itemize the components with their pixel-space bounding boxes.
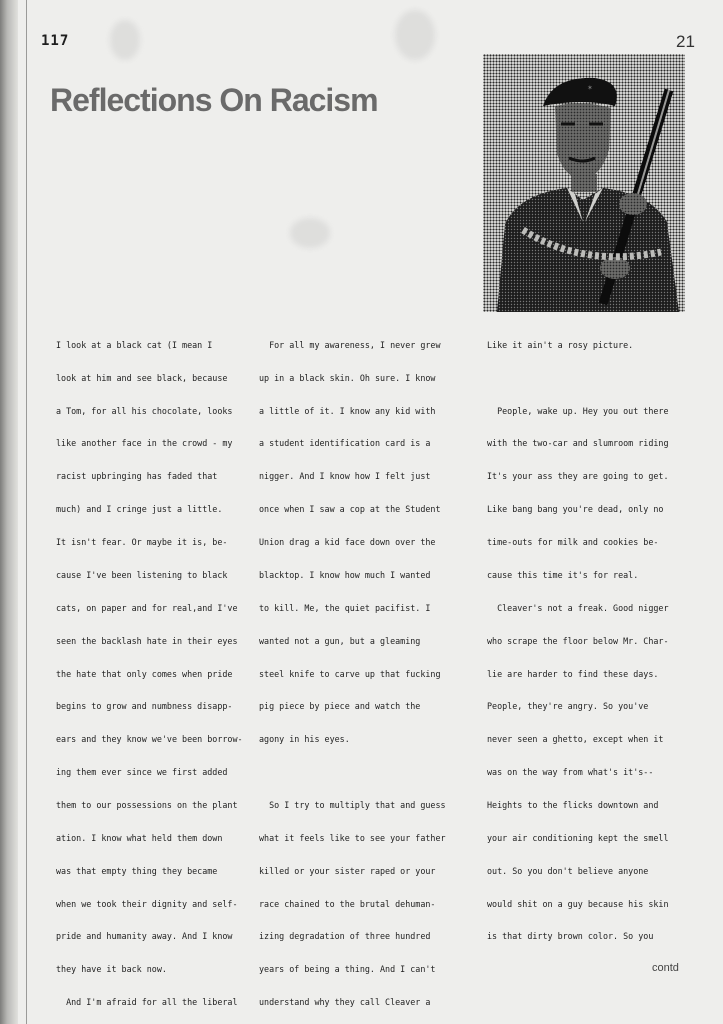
text-line: ing them ever since we first added	[56, 767, 228, 778]
text-line: the hate that only comes when pride	[56, 668, 233, 679]
photo-figure-icon	[483, 54, 685, 312]
text-line: never seen a ghetto, except when it	[487, 734, 664, 745]
text-line: to kill. Me, the quiet pacifist. I	[259, 602, 431, 613]
text-line: once when I saw a cop at the Student	[259, 504, 441, 515]
text-line: cause this time it's for real.	[487, 569, 639, 580]
text-line: a little of it. I know any kid with	[259, 405, 436, 416]
text-line: cause I've been listening to black	[56, 569, 228, 580]
text-line: a Tom, for all his chocolate, looks	[56, 405, 233, 416]
text-line	[487, 373, 701, 384]
smudge	[290, 218, 330, 248]
text-line: with the two-car and slumroom riding	[487, 438, 669, 449]
text-line: cats, on paper and for real,and I've	[56, 602, 238, 613]
text-line: what it feels like to see your father	[259, 832, 446, 843]
text-line: them to our possessions on the plant	[56, 799, 238, 810]
article-column-2	[259, 318, 483, 1008]
text-line: time-outs for milk and cookies be-	[487, 537, 659, 548]
smudge	[395, 10, 435, 60]
text-line: Like it ain't a rosy picture.	[487, 339, 634, 350]
text-line: who scrape the floor below Mr. Char-	[487, 635, 669, 646]
text-line: understand why they call Cleaver a	[259, 997, 431, 1008]
text-line: pride and humanity away. And I know	[56, 931, 233, 942]
text-line: Union drag a kid face down over the	[259, 537, 436, 548]
text-line: years of being a thing. And I can't	[259, 964, 436, 975]
text-line: like another face in the crowd - my	[56, 438, 233, 449]
text-line: I look at a black cat (I mean I	[56, 339, 213, 350]
text-line: out. So you don't believe anyone	[487, 865, 649, 876]
text-line: wanted not a gun, but a gleaming	[259, 635, 421, 646]
text-line: was on the way from what's it's--	[487, 767, 654, 778]
text-line: would shit on a guy because his skin	[487, 898, 669, 909]
text-line: a student identification card is a	[259, 438, 431, 449]
text-line: racist upbringing has faded that	[56, 471, 218, 482]
text-line: your air conditioning kept the smell	[487, 832, 669, 843]
smudge	[110, 20, 140, 60]
continued-label: contd	[652, 962, 679, 974]
text-line: ears and they know we've been borrow-	[56, 734, 243, 745]
page-number-right: 21	[676, 32, 695, 51]
text-line: is that dirty brown color. So you	[487, 931, 654, 942]
text-line: killed or your sister raped or your	[259, 865, 436, 876]
svg-text:✶: ✶	[587, 85, 593, 92]
text-line: much) and I cringe just a little.	[56, 504, 223, 515]
text-line: up in a black skin. Oh sure. I know	[259, 372, 436, 383]
text-line: It's your ass they are going to get.	[487, 471, 669, 482]
text-line: For all my awareness, I never grew	[259, 339, 441, 350]
text-line: look at him and see black, because	[56, 372, 228, 383]
text-line: And I'm afraid for all the liberal	[56, 997, 238, 1008]
text-line: izing degradation of three hundred	[259, 931, 431, 942]
page-binding-shadow	[0, 0, 18, 1024]
text-line: Like bang bang you're dead, only no	[487, 504, 664, 515]
binding-rule	[26, 0, 27, 1024]
text-line: So I try to multiply that and guess	[259, 799, 446, 810]
text-line: blacktop. I know how much I wanted	[259, 569, 431, 580]
text-line: People, wake up. Hey you out there	[487, 405, 669, 416]
text-line: when we took their dignity and self-	[56, 898, 238, 909]
text-line	[259, 767, 483, 778]
text-line: lie are harder to find these days.	[487, 668, 659, 679]
text-line: was that empty thing they became	[56, 865, 218, 876]
text-line: Cleaver's not a freak. Good nigger	[487, 602, 669, 613]
text-line: It isn't fear. Or maybe it is, be-	[56, 537, 228, 548]
text-line: Heights to the flicks downtown and	[487, 799, 659, 810]
text-line: they have it back now.	[56, 964, 167, 975]
page-number-left: 117	[41, 33, 70, 49]
text-line: seen the backlash hate in their eyes	[56, 635, 238, 646]
text-line: begins to grow and numbness disapp-	[56, 701, 233, 712]
text-line: pig piece by piece and watch the	[259, 701, 421, 712]
text-line: nigger. And I know how I felt just	[259, 471, 431, 482]
text-line: ation. I know what held them down	[56, 832, 223, 843]
text-line: agony in his eyes.	[259, 734, 350, 745]
text-line: race chained to the brutal dehuman-	[259, 898, 436, 909]
photo-of-man-with-shotgun	[483, 54, 685, 312]
text-line: People, they're angry. So you've	[487, 701, 649, 712]
article-title: Reflections On Racism	[50, 82, 378, 118]
article-column-3	[487, 318, 701, 958]
article-column-1	[56, 318, 274, 1008]
text-line: steel knife to carve up that fucking	[259, 668, 441, 679]
